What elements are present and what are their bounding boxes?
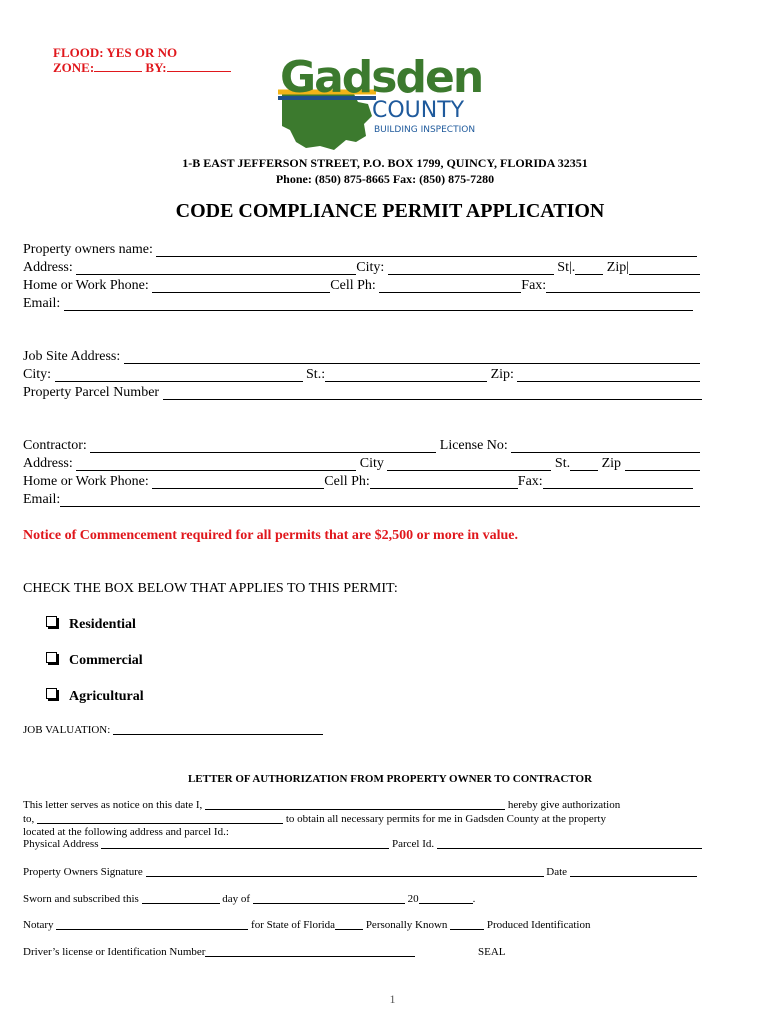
owner-zip-field[interactable]: [629, 261, 700, 275]
flood-line: FLOOD: YES OR NO: [53, 45, 178, 60]
job-address-field[interactable]: [124, 350, 700, 364]
owner-address-label: Address:: [23, 260, 73, 275]
check-heading: CHECK THE BOX BELOW THAT APPLIES TO THIS PERMIT:: [23, 581, 398, 596]
contractor-phone-label: Home or Work Phone:: [23, 474, 149, 489]
agricultural-checkbox[interactable]: [46, 688, 57, 699]
owner-name-row: [23, 241, 697, 259]
contractor-address-row: [23, 455, 700, 473]
job-zip-field[interactable]: [517, 368, 700, 382]
letter-text-2a: to,: [23, 813, 35, 825]
zone-field[interactable]: [94, 60, 142, 72]
license-id-field[interactable]: [205, 945, 415, 957]
sworn-month-field[interactable]: [253, 892, 405, 904]
by-label: BY:: [145, 60, 167, 75]
zone-label: ZONE:: [53, 60, 95, 75]
contractor-st-label: St.: [554, 456, 571, 471]
commercial-label: Commercial: [69, 653, 143, 668]
physical-address-field[interactable]: [101, 837, 389, 849]
office-address: 1-B EAST JEFFERSON STREET, P.O. BOX 1799, QUINCY, FLORIDA 32351: [182, 156, 588, 170]
letter-line-1: [23, 798, 643, 812]
owner-fax-field[interactable]: [546, 279, 700, 293]
contractor-zip-field[interactable]: [625, 457, 700, 471]
option-residential[interactable]: [46, 616, 136, 634]
license-id-label: Driver’s license or Identification Number: [23, 946, 206, 958]
contractor-phone-field[interactable]: [152, 475, 324, 489]
contractor-cell-label: Cell Ph:: [324, 474, 370, 489]
logo-word-gadsden: Gadsden: [280, 52, 483, 103]
contractor-email-field[interactable]: [60, 493, 700, 507]
produced-id-label: Produced Identification: [486, 919, 591, 931]
job-st-label: St.:: [306, 367, 326, 382]
option-commercial[interactable]: [46, 652, 143, 670]
state-label: for State of Florida: [251, 919, 336, 931]
contractor-license-field[interactable]: [511, 439, 700, 453]
notice-commencement: Notice of Commencement required for all permits that are $2,500 or more in value.: [23, 528, 518, 543]
physical-address-label: Physical Address: [23, 838, 99, 850]
contractor-cell-field[interactable]: [370, 475, 518, 489]
county-logo: [276, 52, 486, 154]
personally-known-field[interactable]: [335, 918, 363, 930]
signature-label: Property Owners Signature: [23, 866, 143, 878]
logo-word-building: BUILDING INSPECTION: [374, 125, 476, 135]
agricultural-label: Agricultural: [69, 689, 144, 704]
job-st-field[interactable]: [325, 368, 487, 382]
option-agricultural[interactable]: [46, 688, 144, 706]
sworn-row: [23, 892, 543, 906]
owner-address-row: [23, 259, 700, 277]
contractor-city-field[interactable]: [387, 457, 551, 471]
job-address-label: Job Site Address:: [23, 349, 121, 364]
owner-phone-field[interactable]: [152, 279, 330, 293]
year-prefix-label: 20: [407, 893, 419, 905]
letter-text-1a: This letter serves as notice on this date I,: [23, 799, 203, 811]
valuation-label: JOB VALUATION:: [23, 724, 111, 736]
owner-st-field[interactable]: [575, 261, 603, 275]
commercial-checkbox[interactable]: [46, 652, 57, 663]
contractor-email-row: [23, 491, 700, 509]
job-zip-label: Zip:: [490, 367, 514, 382]
owner-st-label: St|.: [557, 260, 576, 275]
seal-label: SEAL: [478, 946, 506, 958]
residential-checkbox[interactable]: [46, 616, 57, 627]
job-parcel-row: [23, 384, 702, 402]
owner-city-field[interactable]: [388, 261, 554, 275]
day-of-label: day of: [222, 893, 251, 905]
owner-phone-label: Home or Work Phone:: [23, 278, 149, 293]
license-row: [23, 945, 543, 959]
sworn-period: .: [472, 893, 476, 905]
page-number: 1: [389, 992, 396, 1006]
contractor-email-label: Email:: [23, 492, 61, 507]
date-label: Date: [546, 866, 568, 878]
logo-word-county: COUNTY: [372, 98, 465, 123]
sworn-label: Sworn and subscribed this: [23, 893, 139, 905]
owner-email-row: [23, 295, 693, 313]
contractor-address-label: Address:: [23, 456, 73, 471]
flood-zone-line: [53, 60, 231, 76]
contractor-fax-label: Fax:: [517, 474, 543, 489]
contractor-license-label: License No:: [439, 438, 508, 453]
by-field[interactable]: [167, 60, 231, 72]
contractor-fax-field[interactable]: [543, 475, 693, 489]
contractor-st-field[interactable]: [570, 457, 598, 471]
owner-fax-label: Fax:: [521, 278, 547, 293]
residential-label: Residential: [69, 617, 136, 632]
produced-id-field[interactable]: [450, 918, 484, 930]
owner-address-field[interactable]: [76, 261, 356, 275]
sworn-day-field[interactable]: [142, 892, 220, 904]
page-title: CODE COMPLIANCE PERMIT APPLICATION: [175, 200, 605, 222]
notary-field[interactable]: [56, 918, 248, 930]
contractor-label: Contractor:: [23, 438, 87, 453]
sworn-year-field[interactable]: [419, 892, 473, 904]
contractor-zip-label: Zip: [601, 456, 622, 471]
job-city-label: City:: [23, 367, 52, 382]
owner-zip-label: Zip|: [606, 260, 630, 275]
letter-text-1b: hereby give authorization: [507, 799, 621, 811]
notary-row: [23, 918, 643, 932]
contractor-authorize-field[interactable]: [37, 812, 283, 824]
letter-text-3: located at the following address and parcel Id.:: [23, 826, 229, 838]
owner-city-label: City:: [356, 260, 385, 275]
office-phone: Phone: (850) 875-8665 Fax: (850) 875-7280: [275, 172, 495, 186]
letter-physical-row: [23, 837, 702, 851]
owner-email-field[interactable]: [64, 297, 693, 311]
contractor-address-field[interactable]: [76, 457, 356, 471]
job-parcel-field[interactable]: [163, 386, 702, 400]
letter-heading: LETTER OF AUTHORIZATION FROM PROPERTY OWNER TO CONTRACTOR: [187, 773, 593, 785]
valuation-field[interactable]: [113, 723, 323, 735]
letter-text-2b: to obtain all necessary permits for me in Gadsden County at the property: [285, 813, 606, 825]
letter-line-2: [23, 812, 643, 826]
parcel-id-field[interactable]: [437, 837, 702, 849]
contractor-city-label: City: [359, 456, 384, 471]
valuation-row: [23, 723, 343, 737]
job-city-field[interactable]: [55, 368, 303, 382]
job-parcel-label: Property Parcel Number: [23, 385, 160, 400]
date-field[interactable]: [570, 865, 697, 877]
notary-label: Notary: [23, 919, 54, 931]
owner-name-label: Property owners name:: [23, 242, 153, 257]
job-address-row: [23, 348, 700, 366]
contractor-phone-row: [23, 473, 693, 491]
parcel-id-label: Parcel Id.: [391, 838, 435, 850]
owner-phone-row: [23, 277, 700, 295]
owner-email-label: Email:: [23, 296, 61, 311]
contractor-row: [23, 437, 700, 455]
contractor-field[interactable]: [90, 439, 436, 453]
owner-name-field[interactable]: [156, 243, 697, 257]
personally-known-label: Personally Known: [365, 919, 448, 931]
owner-cell-label: Cell Ph:: [330, 278, 376, 293]
job-city-row: [23, 366, 700, 384]
owner-cell-field[interactable]: [379, 279, 521, 293]
signature-field[interactable]: [146, 865, 544, 877]
signature-row: [23, 865, 697, 879]
owner-authorize-field[interactable]: [205, 798, 505, 810]
